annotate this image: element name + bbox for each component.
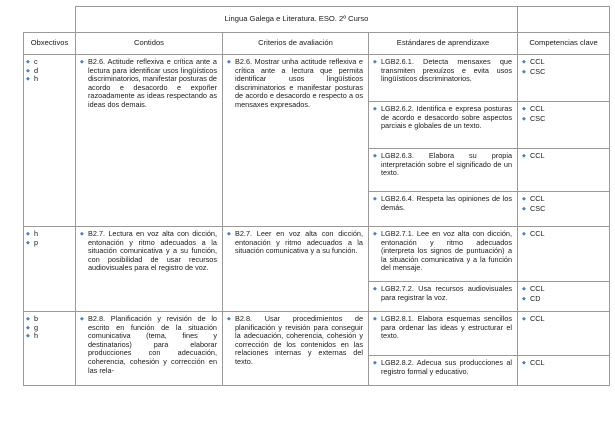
competence-item: ◆ CCL: [522, 315, 604, 324]
standard-text: ◆ LGB2.6.2. Identifica e expresa posturas de acordo e desacordo sobre aspectos parciais e globales de un texto.: [373, 105, 512, 131]
objectives-cell: [24, 227, 76, 312]
table-title: Lingua Galega e Literatura. ESO. 2º Curso: [76, 7, 518, 33]
objective-item: ◆ p: [26, 239, 70, 248]
table-row: [24, 55, 610, 102]
criteria-text: ◆ B2.8. Usar procedimientos de planificación y revisión para conseguir la adecuación, coherencia, cohesión y corrección de los contenidos en las relaciones internas y externas del texto.: [227, 315, 363, 367]
content-text: ◆ B2.6. Actitude reflexiva e crítica ante a lectura para identificar usos lingüísticos discriminatorios, manifestar posturas de acordo e desacordo e expoñer razoadamente as ideas respectando as ideas dos demais.: [80, 58, 217, 110]
content-text: ◆ B2.7. Lectura en voz alta con dicción, entonación y ritmo adecuados a la situación comunicativa y a su función, con posibilidad de usar recursos audiovisuales para el registro de voz.: [80, 230, 217, 273]
standard-text: ◆ LGB2.8.2. Adecua sus producciones al registro formal y educativo.: [373, 359, 512, 376]
standard-text: ◆ LGB2.6.4. Respeta las opiniones de los demás.: [373, 195, 512, 212]
criteria-cell: [223, 312, 369, 386]
objective-item: ◆ h: [26, 332, 70, 341]
competence-cell: [518, 102, 610, 149]
table-row: [24, 227, 610, 282]
standard-cell: [369, 312, 518, 356]
objective-item: ◆ c: [26, 58, 70, 67]
curriculum-table: [23, 6, 610, 386]
competence-cell: [518, 149, 610, 192]
standard-cell: [369, 356, 518, 386]
competence-item: ◆ CCL: [522, 58, 604, 67]
standard-cell: [369, 149, 518, 192]
standard-text: ◆ LGB2.6.3. Elabora su propia interpretación sobre el significado de un texto.: [373, 152, 512, 178]
objectives-cell: [24, 312, 76, 386]
competence-item: ◆ CSC: [522, 115, 604, 124]
standard-cell: [369, 55, 518, 102]
competence-cell: [518, 192, 610, 227]
objective-item: ◆ g: [26, 324, 70, 333]
competence-cell: [518, 282, 610, 312]
competence-item: ◆ CCL: [522, 152, 604, 161]
criteria-text: ◆ B2.6. Mostrar unha actitude reflexiva e crítica ante a lectura que permita identificar usos lingüísticos discriminatorios e manifestar posturas de acordo e desacordo e respecto a os mensaxes expresados.: [227, 58, 363, 110]
objectives-cell: [24, 55, 76, 227]
standard-cell: [369, 102, 518, 149]
objective-item: ◆ h: [26, 75, 70, 84]
header-standards: Estándares de aprendizaxe: [369, 33, 518, 55]
competence-item: ◆ CCL: [522, 285, 604, 294]
header-content: Contidos: [76, 33, 223, 55]
competence-item: ◆ CCL: [522, 359, 604, 368]
title-row: [24, 7, 610, 33]
content-cell: [76, 227, 223, 312]
header-objectives: Obxectivos: [24, 33, 76, 55]
standard-text: ◆ LGB2.7.1. Lee en voz alta con dicción, entonación y ritmo adecuados (interpreta los signos de puntuación) a la situación comunicativa y a la función del mensaje.: [373, 230, 512, 273]
standard-cell: [369, 282, 518, 312]
criteria-cell: [223, 55, 369, 227]
content-text: ◆ B2.8. Planificación y revisión de lo escrito en función de la situación comunicativa (tema, fines y destinatarios) para elaborar producciones con adecuación, coherencia, cohesión y corrección en las rela-: [80, 315, 217, 375]
header-competences: Competencias clave: [518, 33, 610, 55]
standard-text: ◆ LGB2.6.1. Detecta mensaxes que transmiten prexuízos e evita usos lingüísticos discriminatorios.: [373, 58, 512, 84]
competence-item: ◆ CCL: [522, 230, 604, 239]
competence-cell: [518, 55, 610, 102]
standard-cell: [369, 192, 518, 227]
header-criteria: Criterios de avaliación: [223, 33, 369, 55]
standard-text: ◆ LGB2.7.2. Usa recursos audiovisuales para registrar la voz.: [373, 285, 512, 302]
criteria-text: ◆ B2.7. Leer en voz alta con dicción, entonación y ritmo adecuados a la situación comunicativa y a su función.: [227, 230, 363, 256]
competence-cell: [518, 227, 610, 282]
standard-cell: [369, 227, 518, 282]
corner-cell-right: [518, 7, 610, 33]
competence-item: ◆ CSC: [522, 68, 604, 77]
standard-text: ◆ LGB2.8.1. Elabora esquemas sencillos para ordenar las ideas y estructurar el texto.: [373, 315, 512, 341]
objective-item: ◆ b: [26, 315, 70, 324]
criteria-cell: [223, 227, 369, 312]
table-row: [24, 312, 610, 356]
objective-item: ◆ d: [26, 67, 70, 76]
content-cell: [76, 55, 223, 227]
objective-item: ◆ h: [26, 230, 70, 239]
competence-item: ◆ CD: [522, 295, 604, 304]
competence-cell: [518, 356, 610, 386]
competence-item: ◆ CSC: [522, 205, 604, 214]
competence-item: ◆ CCL: [522, 105, 604, 114]
competence-item: ◆ CCL: [522, 195, 604, 204]
competence-cell: [518, 312, 610, 356]
content-cell: [76, 312, 223, 386]
corner-cell: [24, 7, 76, 33]
header-row: [24, 33, 610, 55]
